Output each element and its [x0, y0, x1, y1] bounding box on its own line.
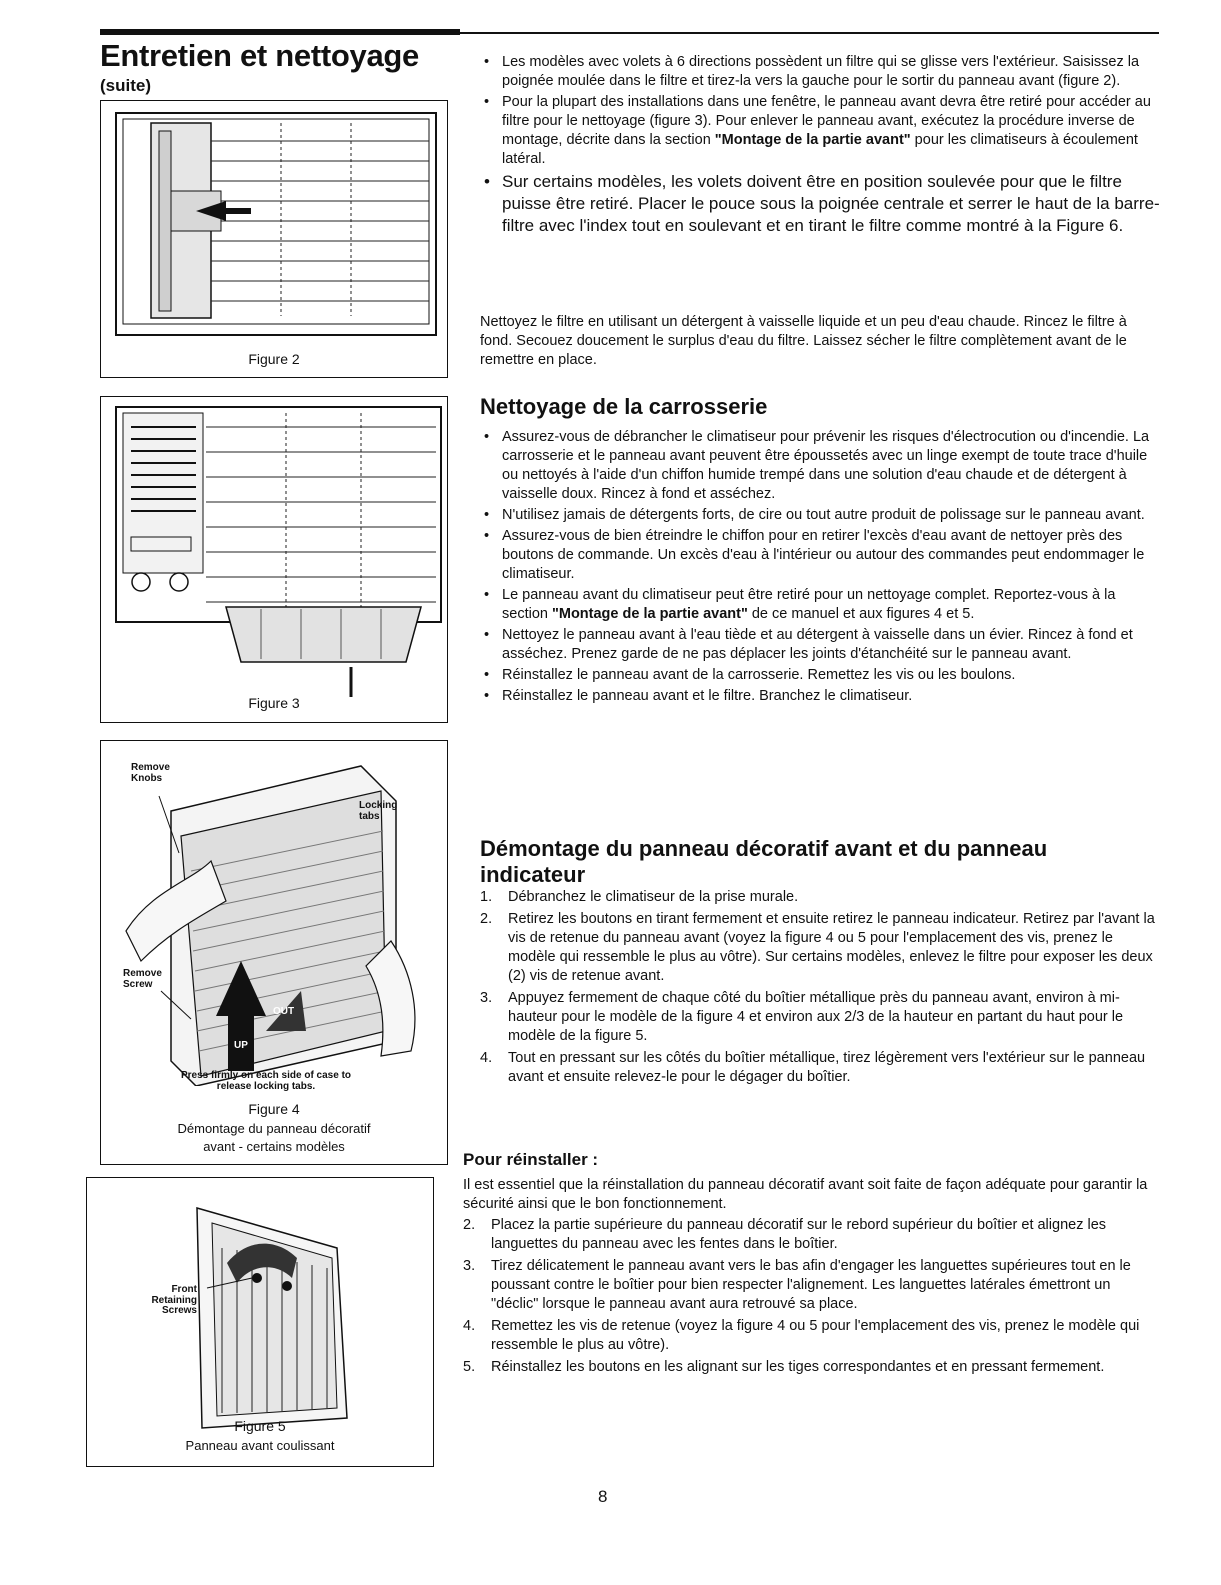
figure-4-up-label: UP	[234, 1040, 248, 1051]
carrosserie-bullet: • Assurez-vous de bien étreindre le chiffon pour en retirer l'excès d'eau avant de nettoyer près des boutons de commande. Un excès d'eau à l'intérieur ou autour des commandes peut endommager le climatiseur.	[480, 527, 1160, 584]
figure-4-caption: Figure 4	[248, 1101, 300, 1117]
intro-bullet: • Sur certains modèles, les volets doivent être en position soulevée pour que le filtre puisse être retiré. Placer le pouce sous la poignée centrale et serrer le haut de la barre-filtre avec l'index tout en soulevant et en tirant le filtre comme montré à la Figure 6.	[480, 171, 1160, 237]
section-heading-carrosserie: Nettoyage de la carrosserie	[480, 394, 768, 419]
reinstaller-step: 3. Tirez délicatement le panneau avant vers le bas afin d'engager les languettes supérieures tout en le poussant contre le boîtier pour bien respecter l'alignement. Les languettes latérales émettront un "déclic" lorsque le panneau avant aura retrouvé sa place.	[463, 1258, 1131, 1312]
figure-4-illustration	[101, 741, 446, 1086]
demontage-step: 3. Appuyez fermement de chaque côté du boîtier métallique près du panneau avant, environ à mi-hauteur pour le modèle de la figure 4 et environ aux 2/3 de la hauteur en partant du haut pour le modèle de la figure 5.	[480, 990, 1124, 1044]
figure-3-illustration	[101, 397, 446, 697]
reinstaller-intro: Il est essentiel que la réinstallation du panneau décoratif avant soit faite de façon adéquate pour garantir la sécurité ainsi que le bon fonctionnement.	[463, 1177, 1148, 1212]
intro-bullet: • Les modèles avec volets à 6 directions possèdent un filtre qui se glisse vers l'extérieur. Saisissez la poignée moulée dans le filtre et tirez-la vers la gauche pour le sortir du panneau avant (figure 2).	[480, 53, 1160, 91]
page-title: Entretien et nettoyage	[100, 38, 419, 73]
figure-4-remove-knobs-label: Remove Knobs	[131, 762, 170, 784]
page-number: 8	[598, 1487, 608, 1506]
reinstaller-step: 5. Réinstallez les boutons en les alignant sur les tiges correspondantes et en pressant fermement.	[463, 1359, 1105, 1375]
figure-2-caption: Figure 2	[248, 351, 300, 367]
carrosserie-bullet: • Réinstallez le panneau avant de la carrosserie. Remettez les vis ou les boulons.	[480, 666, 1160, 685]
figure-4-caption-line2: Démontage du panneau décoratif	[177, 1121, 371, 1136]
figure-4-out-label: OUT	[273, 1006, 295, 1017]
figure-5	[86, 1177, 434, 1467]
carrosserie-bullet: • Réinstallez le panneau avant et le filtre. Branchez le climatiseur.	[480, 687, 1160, 706]
carrosserie-bullet: • Nettoyez le panneau avant à l'eau tiède et au détergent à vaisselle dans un évier. Rincez à fond et asséchez. Prenez garde de ne pas déplacer les joints d'étanchéité sur le panneau avant.	[480, 626, 1160, 664]
demontage-steps	[480, 888, 1160, 1090]
figure-5-caption-line2: Panneau avant coulissant	[185, 1438, 335, 1453]
control-knob-icon	[132, 573, 150, 591]
section-heading-reinstaller: Pour réinstaller :	[463, 1150, 599, 1169]
figure-3	[100, 396, 448, 723]
figure-2	[100, 100, 448, 378]
demontage-step: 1. Débranchez le climatiseur de la prise murale.	[480, 889, 799, 905]
intro-bullets	[480, 53, 1160, 237]
figure-5-caption: Figure 5	[234, 1418, 286, 1434]
intro-bullet: • Pour la plupart des installations dans une fenêtre, le panneau avant devra être retiré pour accéder au filtre pour le nettoyage (figure 3). Pour enlever le panneau avant, exécutez la procédure inverse de montage, décrite dans la section "Montage de la partie avant" pour les climatiseurs à écoulement latéral.	[480, 93, 1160, 169]
filter-paragraph: Nettoyez le filtre en utilisant un détergent à vaisselle liquide et un peu d'eau chaude. Rincez le filtre à fond. Secouez doucement le surplus d'eau du filtre. Laissez sécher le filtre complètement avant de le remettre en place.	[480, 314, 1127, 368]
figure-4-remove-screw-label: Remove Screw	[123, 968, 162, 990]
demontage-step: 4. Tout en pressant sur les côtés du boîtier métallique, tirez légèrement vers l'extérieur sur le panneau avant et ensuite relevez-le pour le dégager du boîtier.	[480, 1050, 1146, 1085]
figure-3-caption: Figure 3	[248, 695, 300, 711]
figure-5-front-screws-label: Front Retaining Screws	[151, 1284, 197, 1316]
carrosserie-bullets	[480, 428, 1160, 706]
carrosserie-bullet: • N'utilisez jamais de détergents forts, de cire ou tout autre produit de polissage sur le panneau avant.	[480, 506, 1160, 525]
carrosserie-bullet: • Assurez-vous de débrancher le climatiseur pour prévenir les risques d'électrocution ou d'incendie. La carrosserie et le panneau avant peuvent être époussetés avec un linge exempt de toute trace d'huile ou nettoyés à l'aide d'un chiffon humide trempé dans une solution d'eau chaude et de détergent à vaisselle doux. Rincez à fond et asséchez.	[480, 428, 1160, 504]
control-knob-icon	[170, 573, 188, 591]
figure-4-caption-line3: avant - certains modèles	[203, 1139, 345, 1154]
figure-2-illustration	[101, 101, 446, 341]
demontage-step: 2. Retirez les boutons en tirant fermement et ensuite retirez le panneau indicateur. Retirez par l'avant la vis de retenue du panneau avant (voyez la figure 4 ou 5 pour l'emplacement des vis, prenez le modèle qui ressemble le plus au vôtre). Sur certains modèles, enlevez le filtre pour exposer les deux (2) vis de retenue avant.	[480, 911, 1155, 984]
reinstaller-steps	[463, 1216, 1160, 1380]
carrosserie-bullet: • Le panneau avant du climatiseur peut être retiré pour un nettoyage complet. Reportez-vous à la section "Montage de la partie avant" de ce manuel et aux figures 4 et 5.	[480, 586, 1160, 624]
page-subtitle: (suite)	[100, 76, 151, 95]
reinstaller-step: 4. Remettez les vis de retenue (voyez la figure 4 ou 5 pour l'emplacement des vis, prenez le modèle qui ressemble le plus au vôtre).	[463, 1318, 1140, 1353]
header-rule	[100, 32, 1159, 34]
section-heading-demontage: Démontage du panneau décoratif avant et du panneau indicateur	[480, 836, 1048, 887]
reinstaller-step: 2. Placez la partie supérieure du panneau décoratif sur le rebord supérieur du boîtier et alignez les languettes du panneau avec les fentes dans le boîtier.	[463, 1217, 1107, 1252]
figure-4-press-label: Press firmly on each side of case to release locking tabs.	[180, 1070, 352, 1092]
figure-4	[100, 740, 448, 1165]
figure-4-locking-tabs-label: Locking tabs	[359, 800, 398, 822]
